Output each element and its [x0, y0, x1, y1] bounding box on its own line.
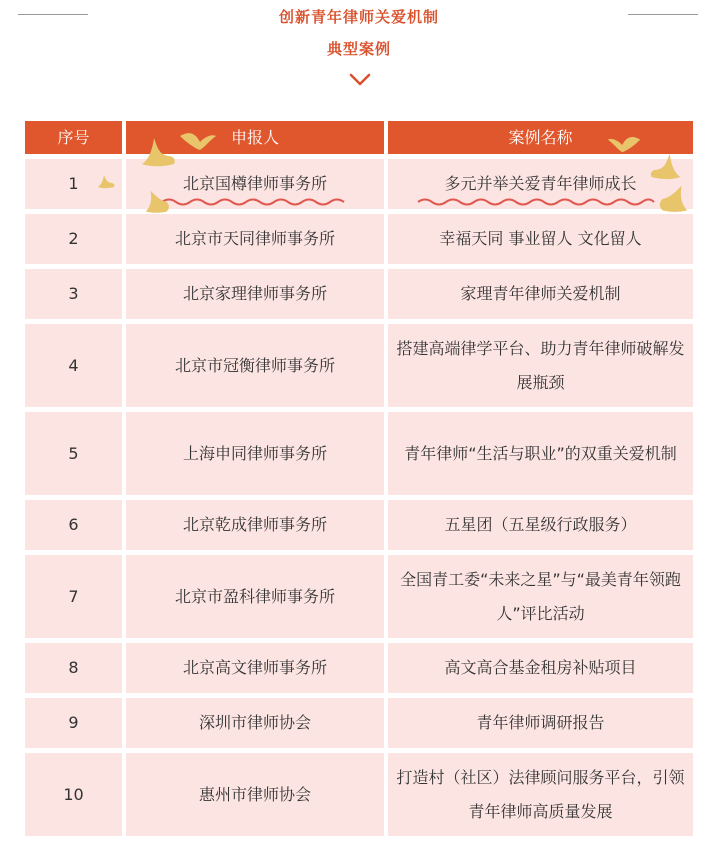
table-header-row [25, 121, 693, 154]
table-row [25, 500, 693, 550]
row-case-name: 搭建高端律学平台、助力青年律师破解发展瓶颈 [388, 324, 693, 407]
row-case-name: 青年律师“生活与职业”的双重关爱机制 [388, 412, 693, 495]
page-header [0, 0, 718, 100]
row-applicant: 北京家理律师事务所 [126, 269, 384, 319]
row-applicant: 北京国樽律师事务所 [126, 159, 384, 209]
row-applicant: 北京乾成律师事务所 [126, 500, 384, 550]
table-row [25, 643, 693, 693]
table-row [25, 412, 693, 495]
table-row [25, 555, 693, 638]
table-row [25, 269, 693, 319]
row-case-name: 高文高合基金租房补贴项目 [388, 643, 693, 693]
row-applicant: 北京市冠衡律师事务所 [126, 324, 384, 407]
row-applicant: 北京高文律师事务所 [126, 643, 384, 693]
table-row [25, 698, 693, 748]
table-row [25, 214, 693, 264]
chevron-down-icon [349, 72, 371, 88]
column-header-number: 序号 [25, 121, 122, 154]
row-applicant: 北京市盈科律师事务所 [126, 555, 384, 638]
row-number: 6 [25, 500, 122, 550]
row-case-name: 五星团（五星级行政服务） [388, 500, 693, 550]
row-applicant: 北京市天同律师事务所 [126, 214, 384, 264]
table-row [25, 753, 693, 836]
row-number: 10 [25, 753, 122, 836]
page-title: 创新青年律师关爱机制 [278, 8, 439, 26]
row-number: 9 [25, 698, 122, 748]
table-row [25, 159, 693, 209]
row-case-name: 青年律师调研报告 [388, 698, 693, 748]
row-number: 2 [25, 214, 122, 264]
column-header-applicant: 申报人 [126, 121, 384, 154]
column-header-case-name: 案例名称 [388, 121, 693, 154]
row-applicant: 上海申同律师事务所 [126, 412, 384, 495]
cases-table [25, 121, 693, 841]
row-number: 1 [25, 159, 122, 209]
row-number: 8 [25, 643, 122, 693]
row-case-name: 多元并举关爱青年律师成长 [388, 159, 693, 209]
row-case-name: 家理青年律师关爱机制 [388, 269, 693, 319]
row-number: 3 [25, 269, 122, 319]
row-case-name: 幸福天同 事业留人 文化留人 [388, 214, 693, 264]
page-subtitle: 典型案例 [326, 40, 391, 58]
row-number: 4 [25, 324, 122, 407]
row-number: 7 [25, 555, 122, 638]
row-case-name: 打造村（社区）法律顾问服务平台，引领青年律师高质量发展 [388, 753, 693, 836]
row-number: 5 [25, 412, 122, 495]
table-row [25, 324, 693, 407]
row-case-name: 全国青工委“未来之星”与“最美青年领跑人”评比活动 [388, 555, 693, 638]
row-applicant: 惠州市律师协会 [126, 753, 384, 836]
row-applicant: 深圳市律师协会 [126, 698, 384, 748]
